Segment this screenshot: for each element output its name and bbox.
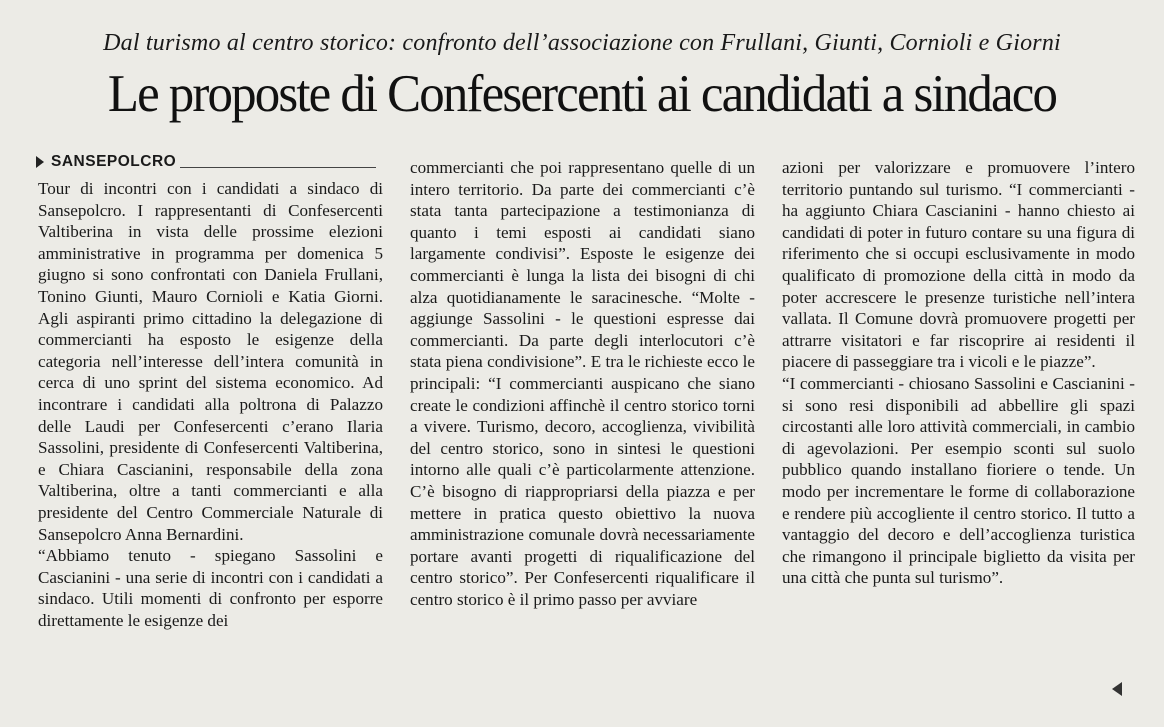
article-headline: Le proposte di Confesercenti ai candidati a sindaco (107, 65, 1057, 123)
paragraph: commercianti che poi rappresentano quelle di un intero territorio. Da parte dei commercianti c’è stata tanta partecipazione a testimonianza di quanto i temi esposti ai candidati siano largamente condivisi”. Esposte le esigenze dei commercianti è lunga la lista dei bisogni di chi alza quotidianamente le saracinesche. “Molte - aggiunge Sassolini - le questioni espresse dai commercianti. Da parte degli interlocutori c’è stata piena condivisione”. E tra le richieste ecco le principali: “I commercianti auspicano che siano create le condizioni affinchè il centro storico torni a vivere. Turismo, decoro, accoglienza, vivibilità del centro storico, sono in sintesi le questioni intorno alle quali c’è particolarmente attenzione. C’è bisogno di riappropriarsi della piazza e per mettere in pratica questo obiettivo la nuova amministrazione comunale dovrà necessariamente portare avanti progetti di riqualificazione del centro storico”. Per Confesercenti riqualificare il centro storico è il primo passo per avviare (410, 158, 755, 609)
paragraph: Tour di incontri con i candidati a sindaco di Sansepolcro. I rappresentanti di Confesercenti Valtiberina in vista delle prossime elezioni amministrative in programma per domenica 5 giugno si sono confrontati con Daniela Frullani, Tonino Giunti, Mauro Cornioli e Katia Giorni. Agli aspiranti primo cittadino la delegazione di commercianti ha esposto le esigenze della categoria nell’interesse dell’intera comunità in cerca di uno sprint del sistema economico. Ad incontrare i candidati alla poltrona di Palazzo delle Laudi per Confesercenti c’erano Ilaria Sassolini, presidente di Confesercenti Valtiberina, e Chiara Cascianini, responsabile della zona Valtiberina, oltre a tanti commercianti e alla presidente del Centro Commerciale Naturale di Sansepolcro Anna Bernardini. (38, 179, 383, 544)
end-mark-icon (1112, 682, 1122, 696)
article-column-3 (782, 157, 1135, 589)
paragraph: azioni per valorizzare e promuovere l’intero territorio puntando sul turismo. “I commercianti - ha aggiunto Chiara Cascianini - hanno chiesto ai candidati di poter in futuro contare su una figura di riferimento che si occupi esclusivamente in modo qualificato di promozione della città in modo da poter accrescere le presenze turistiche nell’intera vallata. Il Comune dovrà promuovere progetti per attrarre visitatori e far riscoprire ai residenti il piacere di passeggiare tra i vicoli e le piazze”. (782, 158, 1135, 372)
paragraph: “Abbiamo tenuto - spiegano Sassolini e Cascianini - una serie di incontri con i candidati a sindaco. Utili momenti di confronto per esporre direttamente le esigenze dei (38, 546, 383, 630)
article-column-2 (410, 157, 755, 610)
paragraph: “I commercianti - chiosano Sassolini e Cascianini - si sono resi disponibili ad abbellire gli spazi circostanti alle loro attività commerciali, in cambio di agevolazioni. Per esempio sconti sul suolo pubblico quando installano fioriere o tende. Un modo per incrementare le forme di collaborazione e rendere più accogliente il centro storico. Il tutto a vantaggio del decoro e dell’accoglienza turistica che rimangono il principale biglietto da visita per una città che punta sul turismo”. (782, 373, 1135, 588)
bleed-through (300, 4, 304, 19)
article-column-1 (38, 178, 383, 631)
arrow-right-icon (36, 156, 44, 168)
article-kicker: Dal turismo al centro storico: confronto dell’associazione con Frullani, Giunti, Cornioli e Giorni (103, 30, 1061, 56)
section-rule (180, 167, 376, 168)
section-label: SANSEPOLCRO (51, 153, 177, 170)
section-header (36, 151, 376, 173)
